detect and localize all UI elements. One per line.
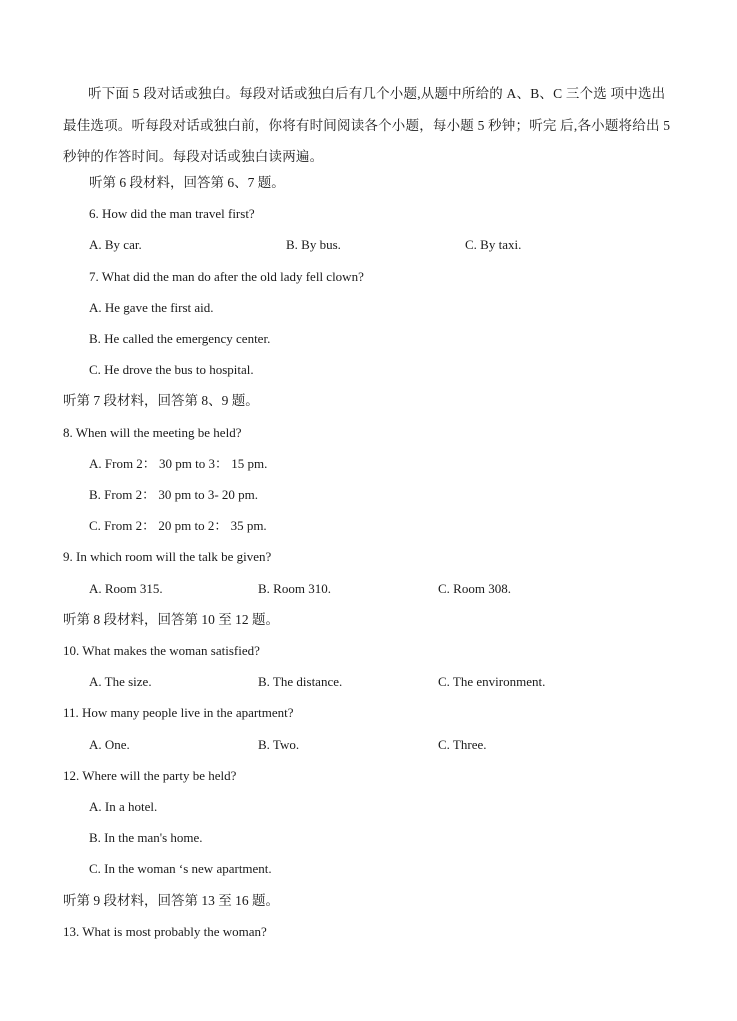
question-7-option-a: A. He gave the first aid. [89,300,214,315]
question-12-option-c: C. In the woman ‘s new apartment. [89,861,272,876]
question-10-option-c: C. The environment. [438,674,546,689]
question-9: 9. In which room will the talk be given? [63,549,272,564]
question-10: 10. What makes the woman satisfied? [63,643,260,658]
question-9-option-c: C. Room 308. [438,581,511,596]
question-8: 8. When will the meeting be held? [63,425,242,440]
section-heading-9: 听第 9 段材料，回答第 13 至 16 题。 [63,893,279,908]
question-6-option-b: B. By bus. [286,237,341,252]
question-8-option-a: A. From 2： 30 pm to 3： 15 pm. [89,456,268,471]
question-8-option-b: B. From 2： 30 pm to 3- 20 pm. [89,487,259,502]
question-11-option-c: C. Three. [438,737,487,752]
question-11-option-a: A. One. [89,737,130,752]
question-12: 12. Where will the party be held? [63,768,237,783]
question-9-option-b: B. Room 310. [258,581,331,596]
question-13: 13. What is most probably the woman? [63,924,267,939]
instructions-paragraph: 听下面 5 段对话或独白。每段对话或独白后有几个小题,从题中所给的 A、B、C 三个选 项中选出最佳选项。听每段对话或独白前，你将有时间阅读各个小题，每小题 5 秒钟；听完 后,各小题将给出 5 秒钟的作答时间。每段对话或独白读两遍。 [63,86,671,164]
question-7: 7. What did the man do after the old lady fell clown? [89,269,364,284]
question-6-option-c: C. By taxi. [465,237,522,252]
section-heading-8: 听第 8 段材料，回答第 10 至 12 题。 [63,612,279,627]
question-10-option-a: A. The size. [89,674,152,689]
question-6-option-a: A. By car. [89,237,142,252]
section-heading-6: 听第 6 段材料，回答第 6、7 题。 [89,175,285,190]
section-heading-7: 听第 7 段材料，回答第 8、9 题。 [63,393,259,408]
question-12-option-b: B. In the man's home. [89,830,203,845]
question-11-option-b: B. Two. [258,737,300,752]
question-9-option-a: A. Room 315. [89,581,163,596]
question-10-option-b: B. The distance. [258,674,343,689]
question-12-option-a: A. In a hotel. [89,799,158,814]
question-7-option-b: B. He called the emergency center. [89,331,271,346]
question-8-option-c: C. From 2： 20 pm to 2： 35 pm. [89,518,267,533]
question-7-option-c: C. He drove the bus to hospital. [89,362,254,377]
question-6: 6. How did the man travel first? [89,206,255,221]
question-11: 11. How many people live in the apartment? [63,705,294,720]
